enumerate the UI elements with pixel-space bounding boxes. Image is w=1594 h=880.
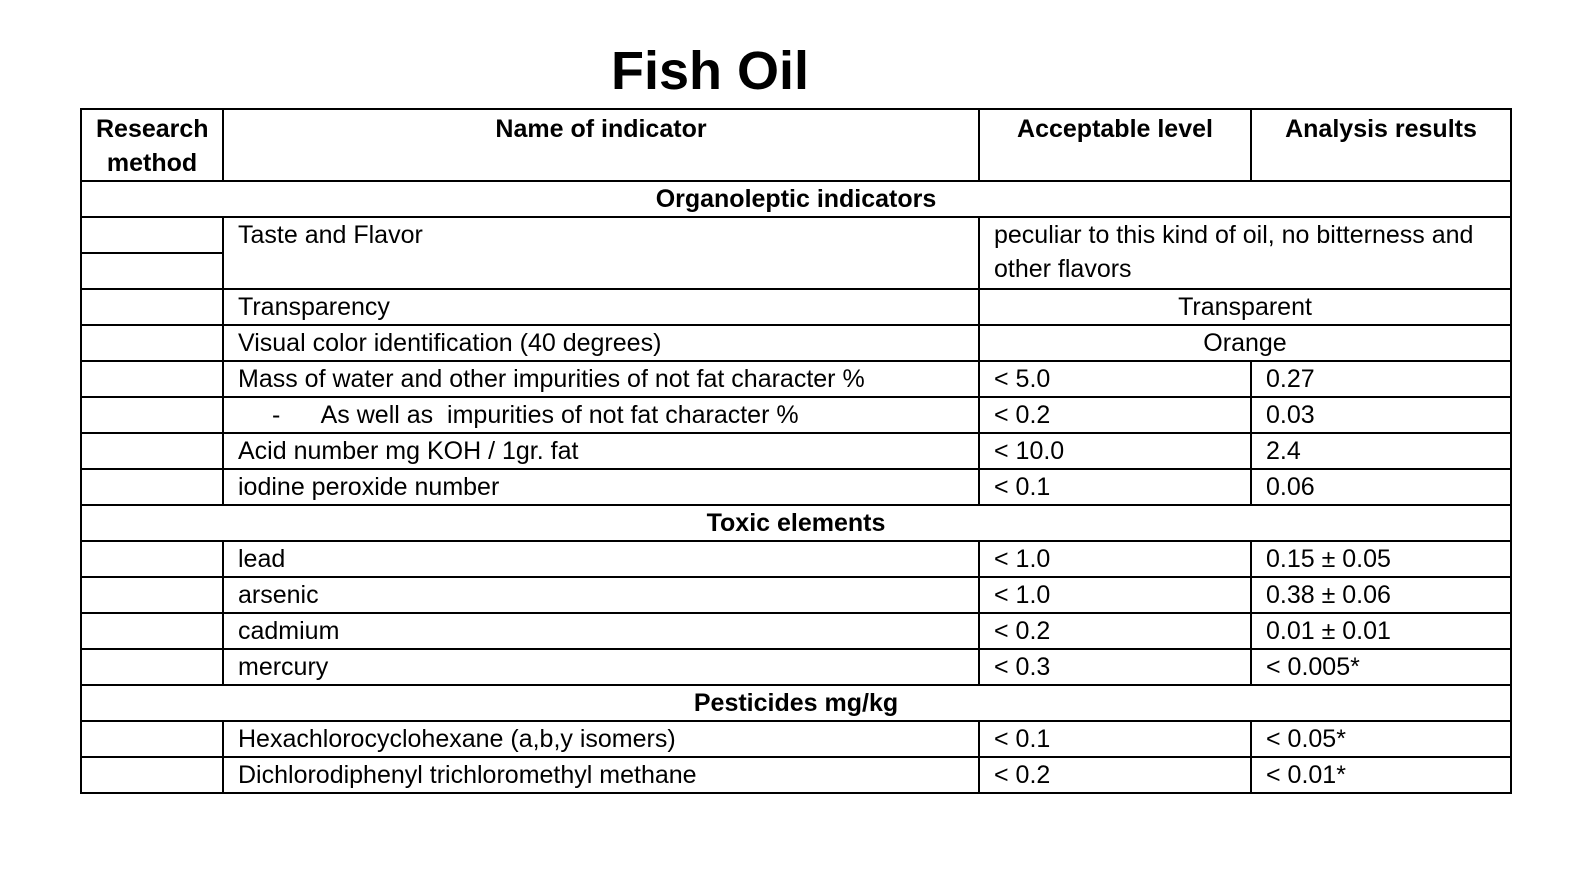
method-cell: [81, 577, 223, 613]
table-row: [81, 577, 1511, 613]
section-row: [81, 505, 1511, 541]
result-cell: 0.27: [1251, 361, 1511, 397]
result-cell: 0.38 ± 0.06: [1251, 577, 1511, 613]
table-row: [81, 217, 1511, 289]
section-organoleptic: Organoleptic indicators: [81, 181, 1511, 217]
section-toxic: Toxic elements: [81, 505, 1511, 541]
acceptable-cell: < 1.0: [979, 577, 1251, 613]
acceptable-cell: < 0.2: [979, 757, 1251, 793]
page-title: Fish Oil: [610, 41, 810, 101]
header-row: [81, 109, 1511, 181]
table-row: [81, 649, 1511, 685]
indicator-cell: - As well as impurities of not fat character %: [223, 397, 979, 433]
table-row: [81, 397, 1511, 433]
indicator-cell: cadmium: [223, 613, 979, 649]
section-row: [81, 685, 1511, 721]
method-cell: [81, 217, 223, 289]
indicator-cell: Transparency: [223, 289, 979, 325]
indicator-cell: iodine peroxide number: [223, 469, 979, 505]
section-pesticides: Pesticides mg/kg: [81, 685, 1511, 721]
method-cell: [81, 361, 223, 397]
table-row: [81, 361, 1511, 397]
indicator-cell: Taste and Flavor: [223, 217, 979, 289]
result-cell: < 0.05*: [1251, 721, 1511, 757]
result-cell: 0.06: [1251, 469, 1511, 505]
header-acceptable-level: Acceptable level: [979, 109, 1251, 181]
table-row: [81, 541, 1511, 577]
table-row: [81, 325, 1511, 361]
table-row: [81, 757, 1511, 793]
method-cell: [81, 613, 223, 649]
acceptable-cell: < 0.3: [979, 649, 1251, 685]
table-row: [81, 721, 1511, 757]
result-cell: 0.01 ± 0.01: [1251, 613, 1511, 649]
method-cell: [81, 469, 223, 505]
table-row: [81, 289, 1511, 325]
indicator-cell: Mass of water and other impurities of not fat character %: [223, 361, 979, 397]
table-row: [81, 613, 1511, 649]
indicator-cell: arsenic: [223, 577, 979, 613]
result-cell: 2.4: [1251, 433, 1511, 469]
acceptable-cell: < 0.1: [979, 469, 1251, 505]
header-research-method: Research method: [81, 109, 223, 181]
method-cell: [81, 289, 223, 325]
acceptable-cell: < 0.1: [979, 721, 1251, 757]
indicator-cell: lead: [223, 541, 979, 577]
method-cell: [81, 649, 223, 685]
indicator-cell: Acid number mg KOH / 1gr. fat: [223, 433, 979, 469]
method-cell: [81, 433, 223, 469]
merged-value-cell: Transparent: [979, 289, 1511, 325]
acceptable-cell: < 5.0: [979, 361, 1251, 397]
fish-oil-table: [80, 108, 1512, 794]
method-cell: [81, 541, 223, 577]
method-cell: [81, 325, 223, 361]
acceptable-cell: < 0.2: [979, 397, 1251, 433]
indicator-cell: Hexachlorocyclohexane (a,b,y isomers): [223, 721, 979, 757]
result-cell: < 0.005*: [1251, 649, 1511, 685]
merged-value-cell: Orange: [979, 325, 1511, 361]
method-cell: [81, 757, 223, 793]
acceptable-cell: < 10.0: [979, 433, 1251, 469]
merged-value-cell: peculiar to this kind of oil, no bitterness and other flavors: [979, 217, 1511, 289]
method-cell: [81, 397, 223, 433]
table-row: [81, 469, 1511, 505]
header-name-of-indicator: Name of indicator: [223, 109, 979, 181]
result-cell: < 0.01*: [1251, 757, 1511, 793]
table-row: [81, 433, 1511, 469]
header-analysis-results: Analysis results: [1251, 109, 1511, 181]
indicator-cell: Dichlorodiphenyl trichloromethyl methane: [223, 757, 979, 793]
indicator-cell: mercury: [223, 649, 979, 685]
method-cell: [81, 721, 223, 757]
indicator-cell: Visual color identification (40 degrees): [223, 325, 979, 361]
acceptable-cell: < 1.0: [979, 541, 1251, 577]
result-cell: 0.15 ± 0.05: [1251, 541, 1511, 577]
result-cell: 0.03: [1251, 397, 1511, 433]
acceptable-cell: < 0.2: [979, 613, 1251, 649]
section-row: [81, 181, 1511, 217]
